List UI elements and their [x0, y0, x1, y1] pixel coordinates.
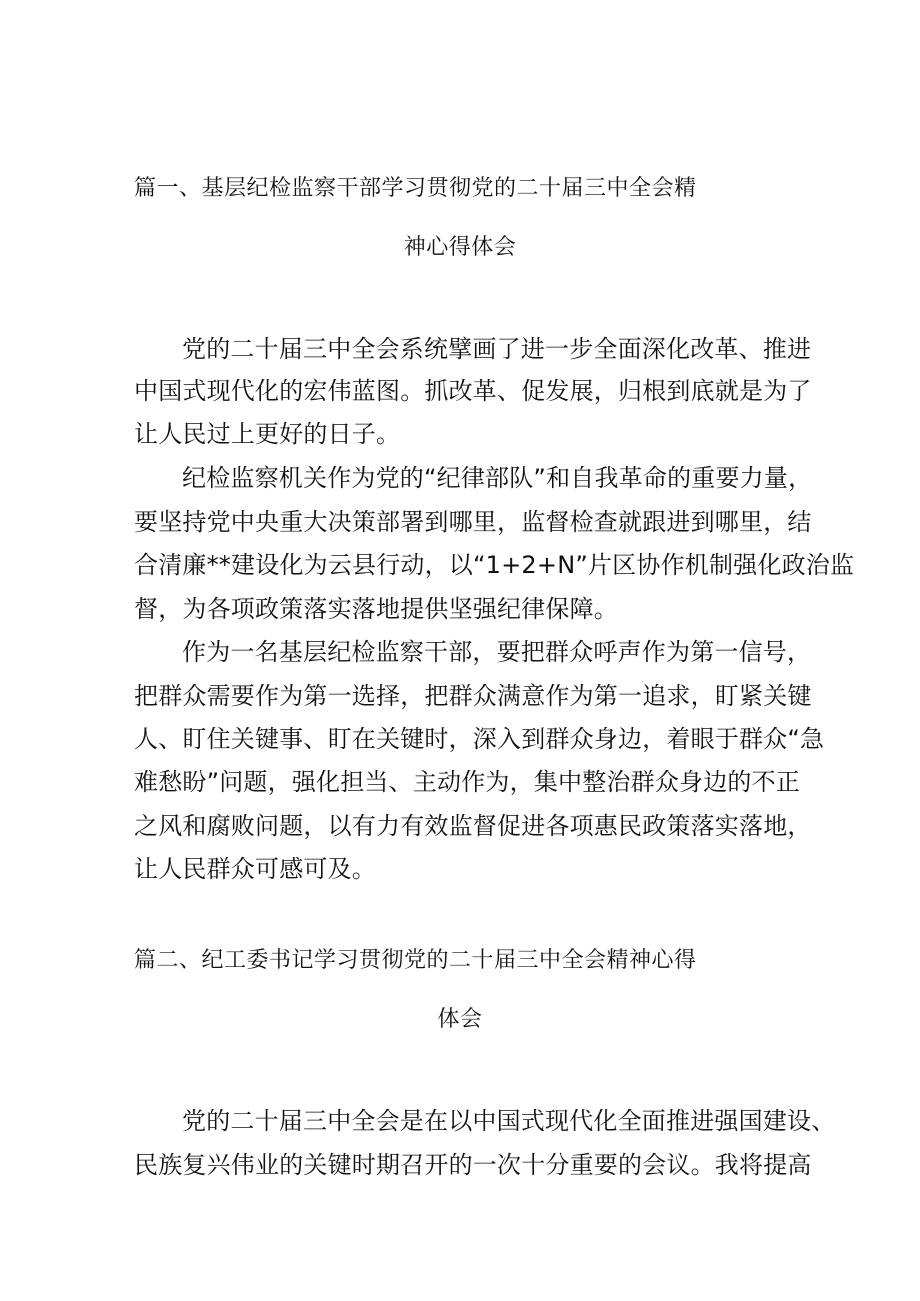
section-2-title-line-1: 篇二、纪工委书记学习贯彻党的二十届三中全会精神心得: [134, 948, 697, 973]
section-1-title-line-2: 神心得体会: [403, 235, 517, 260]
section-1-paragraph-3-line-3: 人、盯住关键事、盯在关键时，深入到群众身边，着眼于群众“急: [134, 725, 825, 753]
section-1-title-line-1: 篇一、基层纪检监察干部学习贯彻党的二十届三中全会精: [134, 176, 697, 201]
section-2-title-line-2: 体会: [437, 1007, 483, 1032]
section-1-paragraph-2-line-2: 要坚持党中央重大决策部署到哪里，监督检查就跟进到哪里，结: [134, 508, 812, 536]
section-1-paragraph-1-line-2: 中国式现代化的宏伟蓝图。抓改革、促发展，归根到底就是为了: [134, 377, 812, 405]
section-1-paragraph-1-line-3: 让人民过上更好的日子。: [134, 420, 401, 448]
section-1-paragraph-2-line-3: 合清廉**建设化为云县行动，以“1+2+N”片区协作机制强化政治监: [134, 551, 855, 579]
section-1-paragraph-3-line-4: 难愁盼”问题，强化担当、主动作为，集中整治群众身边的不正: [134, 768, 801, 796]
section-1-paragraph-3-line-1: 作为一名基层纪检监察干部，要把群众呼声作为第一信号，: [182, 638, 812, 666]
section-2-paragraph-1-line-1: 党的二十届三中全会是在以中国式现代化全面推进强国建设、: [182, 1107, 836, 1135]
section-1-paragraph-1-line-1: 党的二十届三中全会系统擘画了进一步全面深化改革、推进: [182, 335, 812, 363]
section-1-paragraph-3-line-2: 把群众需要作为第一选择，把群众满意作为第一追求，盯紧关键: [134, 682, 812, 710]
section-1-paragraph-2-line-4: 督，为各项政策落实落地提供坚强纪律保障。: [134, 595, 618, 623]
section-2-paragraph-1-line-2: 民族复兴伟业的关键时期召开的一次十分重要的会议。我将提高: [134, 1151, 812, 1179]
section-1-paragraph-3-line-6: 让人民群众可感可及。: [134, 855, 376, 883]
section-1-paragraph-3-line-5: 之风和腐败问题，以有力有效监督促进各项惠民政策落实落地，: [134, 812, 812, 840]
section-1-paragraph-2-line-1: 纪检监察机关作为党的“纪律部队”和自我革命的重要力量，: [182, 464, 813, 492]
